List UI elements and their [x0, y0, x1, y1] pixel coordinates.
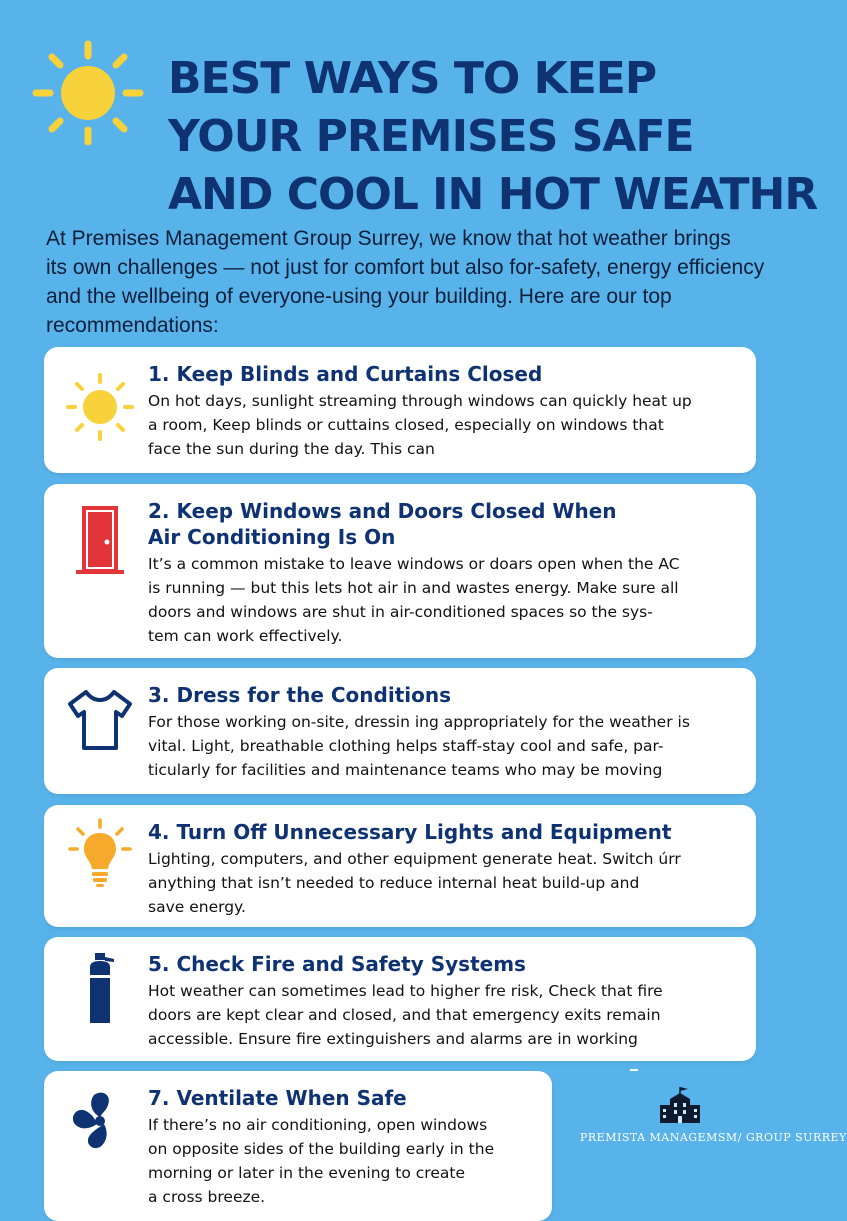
page-title	[168, 50, 818, 224]
building-icon	[658, 1085, 702, 1125]
tip-title-line: 7. Ventilate When Safe	[148, 1086, 407, 1110]
tip-text-line: It’s a common mistake to leave windows or doars open when the AC	[148, 555, 680, 573]
intro-line: recommendations:	[46, 314, 219, 337]
tip-text	[148, 979, 736, 1051]
tip-title-line: 3. Dress for the Conditions	[148, 683, 451, 707]
tip-text-line: For those working on-site, dressin ing appropriately for the weather is	[148, 713, 690, 731]
title-line: YOUR PREMISES SAFE	[168, 111, 694, 162]
tip-title-line: 4. Turn Off Unnecessary Lights and Equipment	[148, 820, 672, 844]
intro-paragraph	[46, 224, 766, 340]
tip-text	[148, 1113, 532, 1209]
tip-title	[148, 361, 736, 387]
tip-text-line: a room, Keep blinds or cuttains closed, especially on windows that	[148, 416, 664, 434]
tip-title	[148, 819, 736, 845]
intro-line: its own challenges — not just for comfort but also for-safety, energy efficiency	[46, 256, 765, 279]
footer-logo	[580, 1085, 847, 1144]
tip-title-line: 5. Check Fire and Safety Systems	[148, 952, 526, 976]
brand-name: PREMISTA MANAGEMSM/ GROUP SURREY	[580, 1131, 847, 1144]
tip-text-line: tem can work effectively.	[148, 627, 343, 645]
tip-text-line: vital. Light, breathable clothing helps staff-stay cool and safe, par-	[148, 737, 664, 755]
tip-text-line: anything that isn’t needed to reduce internal heat build-up and	[148, 874, 640, 892]
tip-card-4	[44, 805, 756, 927]
tip-text-line: On hot days, sunlight streaming through windows can quickly heat up	[148, 392, 692, 410]
fan-icon	[62, 1081, 138, 1157]
door-icon	[62, 502, 138, 578]
tip-title-line: Air Conditioning Is On	[148, 525, 396, 549]
tip-text-line: doors and windows are shut in air-conditioned spaces so the sys-	[148, 603, 653, 621]
intro-line: and the wellbeing of everyone-using your building. Here are our top	[46, 285, 672, 308]
sun-icon	[62, 369, 138, 445]
tip-text-line: on opposite sides of the building early in the	[148, 1140, 495, 1158]
tip-title	[148, 498, 736, 550]
tip-text	[148, 552, 736, 648]
tip-text-line: Hot weather can sometimes lead to higher fre risk, Check that fire	[148, 982, 663, 1000]
tip-text	[148, 389, 736, 461]
tip-text	[148, 710, 736, 782]
title-line: BEST WAYS TO KEEP	[168, 53, 657, 104]
title-line: AND COOL IN HOT WEATHR	[168, 169, 818, 220]
tip-text-line: If there’s no air conditioning, open windows	[148, 1116, 488, 1134]
tip-card-5	[44, 937, 756, 1061]
tip-card-1	[44, 347, 756, 473]
tip-card-3	[44, 668, 756, 794]
tip-title	[148, 682, 736, 708]
tip-card-7	[44, 1071, 552, 1221]
lightbulb-icon	[62, 817, 138, 893]
tip-text	[148, 847, 736, 919]
tip-title	[148, 951, 736, 977]
tip-text-line: accessible. Ensure fire extinguishers and alarms are in working	[148, 1030, 638, 1048]
tip-text-line: Lighting, computers, and other equipment generate heat. Switch úrr	[148, 850, 681, 868]
sun-icon	[28, 38, 148, 148]
tip-card-2	[44, 484, 756, 658]
decorative-dash	[630, 1069, 638, 1071]
tip-title-line: 2. Keep Windows and Doors Closed When	[148, 499, 617, 523]
tip-text-line: a cross breeze.	[148, 1188, 266, 1206]
fire-extinguisher-icon	[62, 951, 138, 1027]
intro-line: At Premises Management Group Surrey, we know that hot weather brings	[46, 227, 731, 250]
tip-text-line: face the sun during the day. This can	[148, 440, 435, 458]
tip-title	[148, 1085, 532, 1111]
tip-text-line: save energy.	[148, 898, 246, 916]
tip-text-line: is running — but this lets hot air in and wastes energy. Make sure all	[148, 579, 679, 597]
tshirt-icon	[62, 682, 138, 758]
tip-text-line: doors are kept clear and closed, and that emergency exits remain	[148, 1006, 661, 1024]
tip-text-line: ticularly for facilities and maintenance teams who may be moving	[148, 761, 663, 779]
tip-text-line: morning or later in the evening to create	[148, 1164, 465, 1182]
tip-title-line: 1. Keep Blinds and Curtains Closed	[148, 362, 543, 386]
